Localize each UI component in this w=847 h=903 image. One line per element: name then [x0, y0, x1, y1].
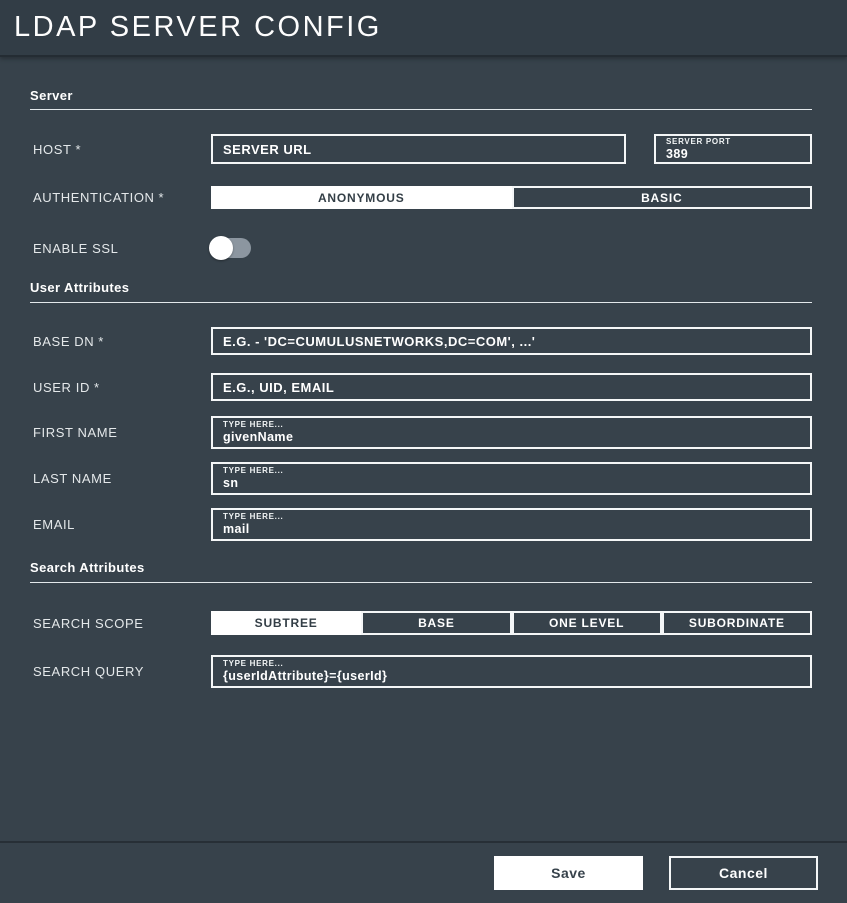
last-name-label: LAST NAME — [33, 471, 112, 486]
scope-option-one-level[interactable]: ONE LEVEL — [512, 611, 662, 635]
save-button[interactable]: Save — [494, 856, 643, 890]
search-query-hint: TYPE HERE... — [223, 659, 284, 668]
host-row — [30, 134, 812, 164]
server-port-box[interactable] — [654, 134, 812, 164]
required-asterisk: * — [75, 141, 82, 157]
enable-ssl-label: ENABLE SSL — [33, 240, 119, 256]
base-dn-label: BASE DN * — [33, 333, 104, 349]
last-name-input[interactable] — [223, 476, 800, 491]
search-query-row — [30, 655, 812, 688]
last-name-box[interactable] — [211, 462, 812, 495]
first-name-row — [30, 416, 812, 449]
scope-option-subtree[interactable]: SUBTREE — [211, 611, 361, 635]
cancel-button[interactable]: Cancel — [669, 856, 818, 890]
last-name-hint: TYPE HERE... — [223, 466, 284, 475]
search-scope-label: SEARCH SCOPE — [33, 615, 144, 631]
auth-option-basic[interactable]: BASIC — [512, 186, 813, 209]
toggle-knob-icon — [209, 236, 233, 260]
user-id-input[interactable] — [211, 373, 812, 401]
user-id-row — [30, 373, 812, 401]
section-rule-server — [30, 109, 812, 110]
required-asterisk: * — [93, 379, 100, 395]
section-title-search-attributes: Search Attributes — [30, 560, 145, 575]
authentication-row — [30, 186, 812, 209]
scope-option-subordinate[interactable]: SUBORDINATE — [662, 611, 812, 635]
email-box[interactable] — [211, 508, 812, 541]
scope-option-base[interactable]: BASE — [361, 611, 511, 635]
authentication-segmented-control — [211, 186, 812, 209]
server-port-label: SERVER PORT — [666, 136, 731, 146]
search-query-input[interactable] — [223, 669, 800, 684]
server-port-input[interactable] — [666, 147, 800, 162]
search-query-box[interactable] — [211, 655, 812, 688]
section-rule-search-attributes — [30, 582, 812, 583]
first-name-box[interactable] — [211, 416, 812, 449]
email-input[interactable] — [223, 522, 800, 537]
section-title-user-attributes: User Attributes — [30, 280, 130, 295]
search-scope-row — [30, 611, 812, 635]
required-asterisk: * — [98, 333, 104, 349]
base-dn-row — [30, 327, 812, 355]
footer-divider — [0, 841, 847, 843]
auth-option-anonymous[interactable]: ANONYMOUS — [211, 186, 512, 209]
first-name-input[interactable] — [223, 430, 800, 445]
email-row — [30, 508, 812, 541]
page-title: LDAP SERVER CONFIG — [14, 11, 382, 43]
first-name-label: FIRST NAME — [33, 425, 118, 440]
user-id-label: USER ID * — [33, 379, 100, 395]
host-label: HOST * — [33, 141, 82, 157]
authentication-label: AUTHENTICATION * — [33, 190, 165, 205]
required-asterisk: * — [158, 190, 165, 205]
first-name-hint: TYPE HERE... — [223, 420, 284, 429]
host-input[interactable] — [211, 134, 626, 164]
search-query-label: SEARCH QUERY — [33, 664, 144, 679]
section-title-server: Server — [30, 88, 73, 103]
enable-ssl-row — [30, 236, 812, 260]
enable-ssl-toggle[interactable] — [211, 238, 251, 258]
search-scope-segmented-control — [211, 611, 812, 635]
last-name-row — [30, 462, 812, 495]
base-dn-input[interactable] — [211, 327, 812, 355]
section-rule-user-attributes — [30, 302, 812, 303]
email-label: EMAIL — [33, 517, 76, 532]
header-bar — [0, 0, 847, 57]
email-hint: TYPE HERE... — [223, 512, 284, 521]
